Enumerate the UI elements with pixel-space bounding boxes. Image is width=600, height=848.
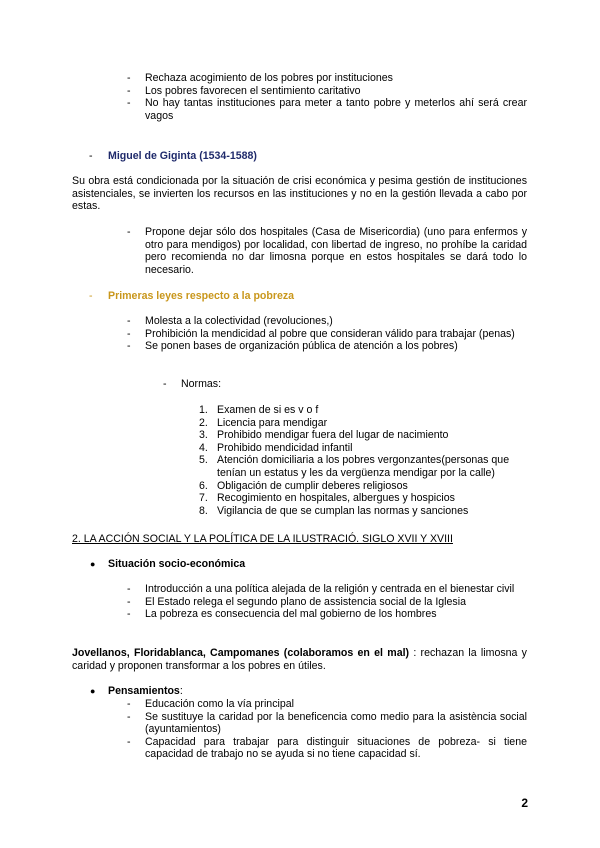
list-item: - Capacidad para trabajar para distinguir situaciones de pobreza- si tiene capacidad de trabajo no se ayuda si no tiene capacidad sí.: [127, 736, 527, 761]
leyes-list: [127, 315, 527, 353]
list-item: [199, 505, 527, 518]
section2-title: 2. LA ACCIÓN SOCIAL Y LA POLÍTICA DE LA ILUSTRACIÓ. SIGLO XVII Y XVIII: [72, 533, 453, 545]
item-text: Examen de si es v o f: [217, 404, 319, 416]
jovellanos-names: Jovellanos, Floridablanca, Campomanes (colaboramos en el mal): [72, 647, 410, 659]
pensamientos-heading: [90, 685, 183, 698]
item-text: Atención domiciliaria a los pobres vergonzantes(personas que tenían un estatus y les da vergüenza mendigar por la calle): [217, 454, 510, 479]
item-text: Vigilancia de que se cumplan las normas y sanciones: [217, 504, 469, 517]
pensamientos-label: Pensamientos: [108, 685, 180, 697]
list-item: - Los pobres favorecen el sentimiento caritativo: [127, 85, 527, 98]
bullet-icon: ●: [90, 686, 96, 696]
item-number: 1.: [199, 404, 208, 416]
list-item: - Prohibición la mendicidad al pobre que consideran válido para trabajar (penas): [127, 328, 527, 341]
top-list: [127, 72, 527, 122]
pensamientos-list: [127, 698, 527, 761]
situacion-heading: [90, 558, 245, 571]
list-item: - Educación como la vía principal: [127, 698, 527, 711]
giginta-title: Miguel de Giginta (1534-1588): [108, 150, 257, 162]
item-number: 7.: [199, 492, 208, 505]
list-item: - No hay tantas instituciones para meter a tanto pobre y meterlos ahí será crear vagos: [127, 97, 527, 122]
list-item: [199, 417, 527, 430]
pensamientos-colon: :: [179, 685, 183, 697]
list-item: - Molesta a la colectividad (revoluciones,): [127, 315, 527, 328]
list-item: [199, 454, 527, 479]
page-number: 2: [521, 796, 528, 810]
item-text: Prohibido mendigar fuera del lugar de nacimiento: [217, 429, 449, 442]
list-item: - El Estado relega el segundo plano de assistencia social de la Iglesia: [127, 596, 527, 609]
leyes-heading: [89, 290, 294, 303]
item-number: 8.: [199, 504, 208, 517]
item-text: Obligación de cumplir deberes religiosos: [217, 479, 408, 492]
heading-dash: -: [89, 150, 93, 162]
list-item: - La pobreza es consecuencia del mal gobierno de los hombres: [127, 608, 527, 621]
list-item: [199, 442, 527, 455]
list-item: [199, 480, 527, 493]
list-item: [199, 492, 527, 505]
bullet-icon: ●: [90, 559, 96, 569]
normas-heading: [163, 378, 363, 391]
list-item: - Introducción a una política alejada de la religión y centrada en el bienestar civil: [127, 583, 527, 596]
item-number: 4.: [199, 441, 208, 454]
item-number: 5.: [199, 454, 208, 467]
item-text: Recogimiento en hospitales, albergues y hospicios: [217, 492, 455, 505]
heading-dash: -: [89, 290, 93, 302]
jovellanos-text: : rechazan la limosna y caridad y proponen transformar a los pobres en útiles.: [72, 647, 527, 672]
giginta-paragraph: Su obra está condicionada por la situación de crisi económica y pesima gestión de instituciones asistenciales, se invierten los recursos en las instituciones y no en la gestión llevada a cabo por estas.: [72, 175, 527, 213]
normas-list: [199, 404, 527, 517]
list-item: - Se ponen bases de organización pública de atención a los pobres): [127, 340, 527, 353]
item-text: Prohibido mendicidad infantil: [217, 441, 353, 454]
list-item: - Rechaza acogimiento de los pobres por instituciones: [127, 72, 527, 85]
item-number: 6.: [199, 479, 208, 492]
giginta-heading: [89, 150, 257, 163]
leyes-title: Primeras leyes respecto a la pobreza: [108, 290, 295, 302]
situacion-label: Situación socio-económica: [108, 558, 246, 570]
item-text: Licencia para mendigar: [217, 416, 328, 429]
giginta-list: [127, 226, 527, 276]
list-item: - Propone dejar sólo dos hospitales (Casa de Misericordia) (uno para enfermos y otro para mendigos) por localidad, con libertad de ingreso, no prohíbe la caridad pero recomienda no dar limosna porque en estos hospitales se dará todo lo necesario.: [127, 226, 527, 276]
jovellanos-paragraph: [72, 647, 527, 672]
normas-label: - Normas:: [163, 378, 363, 391]
situacion-list: [127, 583, 527, 621]
list-item: [199, 404, 527, 417]
item-number: 2.: [199, 416, 208, 429]
list-item: - Se sustituye la caridad por la beneficencia como medio para la asistència social (ayuntamientos): [127, 711, 527, 736]
item-number: 3.: [199, 429, 208, 442]
list-item: [199, 429, 527, 442]
